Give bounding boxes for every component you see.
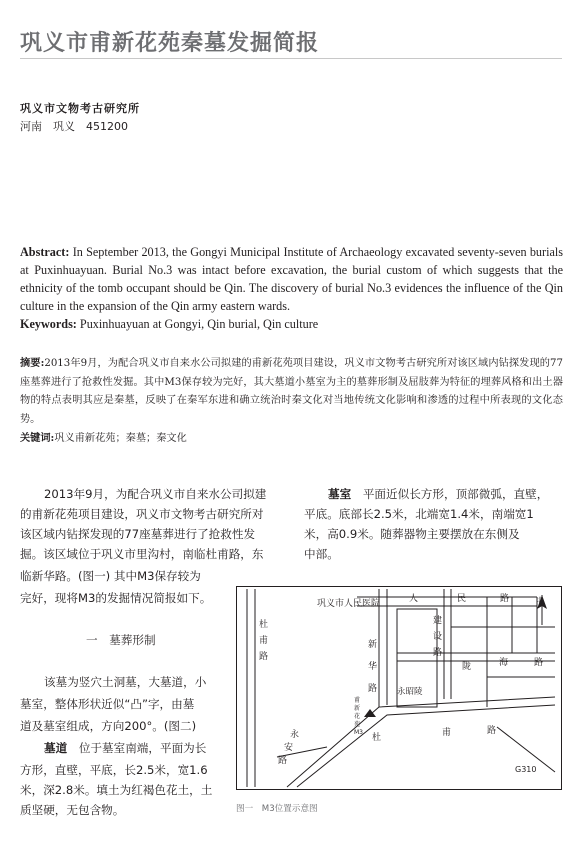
map-longhai-1: 陇: [462, 662, 472, 672]
title-divider: [20, 58, 562, 59]
map-drawing: [237, 587, 560, 788]
author-institute: 巩义市文物考古研究所: [20, 102, 140, 115]
left-line-2: 墓室，整体形状近似“凸”字，由墓: [20, 697, 195, 711]
abstract-text: In September 2013, the Gongyi Municipal Institute of Archaeology excavated seventy-seven burials at Puxinhuayuan. Burial No.3 was intact before excavation, the burial custom of which suggests that the ethnicity of the tomb occupant should be Qin. The discovery of burial No.3 evidences the influence of the Qin culture in the expansion of the Qin army eastern wards.: [20, 245, 564, 313]
map-g310: G310: [515, 765, 537, 774]
map-site-2: 新: [354, 705, 361, 712]
map-yongzhao: 永昭陵: [397, 687, 423, 697]
map-xinhua-3: 路: [368, 684, 378, 694]
intro-line-6: 完好，现将M3的发掘情况简报如下。: [20, 591, 212, 605]
location-map: [236, 586, 562, 790]
article-title: 巩义市甫新花苑秦墓发掘简报: [20, 31, 320, 56]
left-line-4: [44, 738, 206, 758]
keywords-text: Puxinhuayuan at Gongyi, Qin burial, Qin culture: [79, 317, 319, 331]
left-line-7: 质坚硬，无包含物。: [20, 803, 125, 817]
map-site-1: 甫: [354, 697, 361, 704]
figure-caption: 图一 M3位置示意图: [236, 804, 318, 814]
summary-label: 摘要:: [20, 357, 45, 369]
map-dufu-3: 路: [487, 726, 497, 736]
map-renmin-2: 民: [457, 594, 467, 604]
left-line-6: 米，深2.8米。填土为红褐色花土，土: [20, 783, 213, 797]
section-heading: 一 墓葬形制: [86, 633, 156, 647]
map-site-4: 苑: [354, 721, 361, 728]
map-longhai-3: 路: [534, 658, 544, 668]
right-line-2: 平底。底部长2.5米，北端宽1.4米，南端宽1: [304, 507, 534, 521]
map-hospital: 巩义市人民医院: [317, 599, 381, 609]
author-address: 河南 巩义 451200: [20, 120, 128, 133]
left-line-1: 该墓为竖穴土洞墓，大墓道，小: [44, 675, 207, 689]
summary-keywords-label: 关键词:: [20, 432, 55, 444]
map-yongan-3: 路: [278, 756, 288, 766]
road-dufu-bottom: [297, 705, 555, 787]
site-marker-icon: [364, 709, 376, 717]
right-line-1: [328, 484, 548, 504]
keywords-label: Keywords:: [20, 317, 77, 331]
map-site-3: 花: [354, 713, 361, 720]
map-xinhua-1: 新: [368, 640, 378, 650]
intro-line-4: 掘。该区域位于巩义市里沟村，南临杜甫路，东: [20, 547, 264, 561]
chinese-summary: [20, 354, 563, 449]
left-line-3: 道及墓室组成，方向200°。(图二): [20, 719, 197, 733]
mudao-text: 位于墓室南端，平面为长: [78, 741, 207, 755]
intro-line-5: 临新华路。(图一) 其中M3保存较为: [20, 569, 201, 583]
map-renmin-3: 路: [500, 594, 510, 604]
map-jianshe-2: 设: [433, 632, 443, 642]
intro-line-2: 的甫新花苑项目建设，巩义市文物考古研究所对: [20, 507, 264, 521]
map-dufu-1: 杜: [372, 733, 382, 743]
mushi-label: 墓室: [328, 487, 352, 501]
map-dufu-2: 甫: [442, 728, 452, 738]
summary-text: 2013年9月，为配合巩义市自来水公司拟建的甫新花苑项目建设，巩义市文物考古研究所对该区域内钻探发现的77座墓葬进行了抢救性发掘。其中M3保存较为完好，其大墓道小墓室为主的墓葬形制及屈肢葬为特征的埋葬风格和出土器物的特点表明其应是秦墓，反映了在秦军东进和确立统治时秦文化对当地传统文化影响和渗透的过程中所表现的文化态势。: [20, 358, 563, 425]
left-line-5: 方形，直壁，平底，长2.5米，宽1.6: [20, 763, 208, 777]
map-site-5: M3: [354, 729, 363, 736]
summary-keywords-text: 巩义甫新花苑；秦墓；秦文化: [54, 433, 187, 444]
map-west-1: 杜: [259, 620, 269, 630]
english-abstract: [20, 243, 563, 333]
abstract-label: Abstract:: [20, 245, 70, 259]
map-north-label: 北: [537, 597, 544, 604]
mudao-label: 墓道: [44, 741, 68, 755]
map-west-3: 路: [259, 652, 269, 662]
map-longhai-2: 海: [499, 658, 509, 668]
right-line-3: 米，高0.9米。随葬器物主要摆放在东侧及: [304, 527, 520, 541]
map-yongan-2: 安: [284, 743, 294, 753]
map-jianshe-3: 路: [433, 648, 443, 658]
map-jianshe-1: 建: [433, 616, 443, 626]
intro-line-3: 该区域内钻探发现的77座墓葬进行了抢救性发: [20, 527, 256, 541]
map-west-2: 甫: [259, 636, 269, 646]
map-xinhua-2: 华: [368, 662, 378, 672]
map-yongan-1: 永: [290, 730, 300, 740]
map-renmin-1: 人: [409, 594, 419, 604]
right-line-4: 中部。: [304, 547, 339, 561]
intro-line-1: 2013年9月，为配合巩义市自来水公司拟建: [44, 487, 267, 501]
mushi-text: 平面近似长方形，顶部微弧，直壁，: [362, 487, 549, 501]
